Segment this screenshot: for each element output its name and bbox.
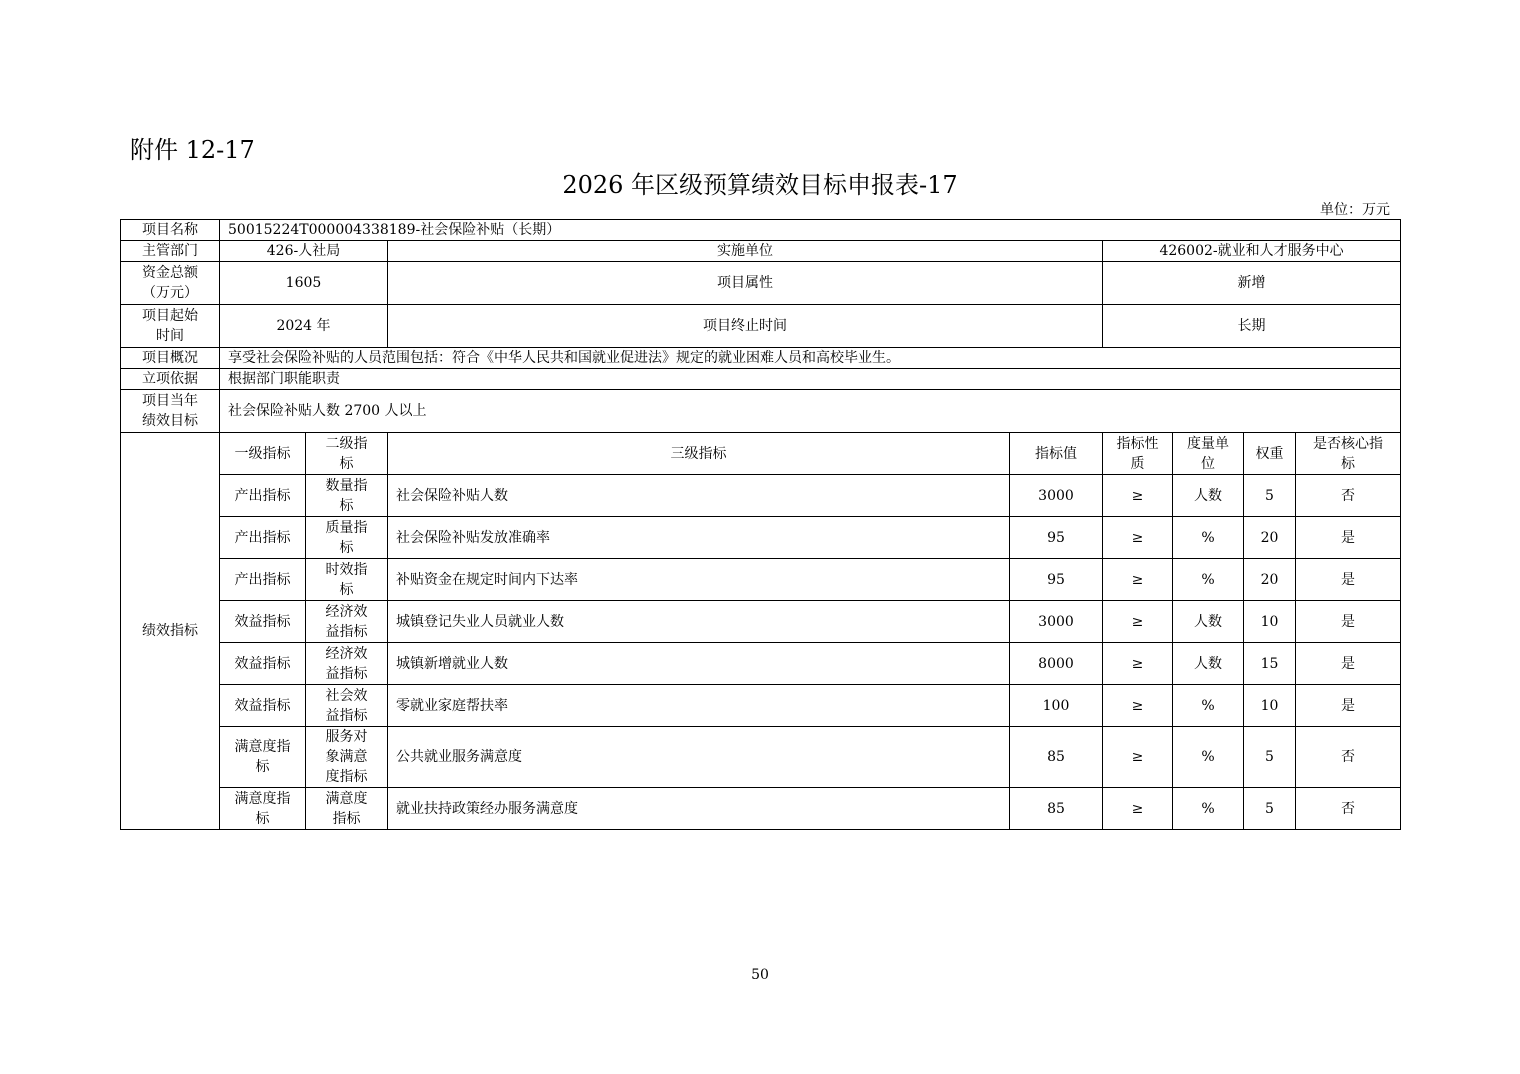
cell-weight: 10 [1244,601,1296,643]
header-l3: 三级指标 [388,433,1010,475]
cell-label: 项目概况 [121,348,220,369]
cell-nature: ≥ [1103,601,1173,643]
cell-l1: 效益指标 [220,643,306,685]
cell-core: 否 [1296,475,1401,517]
cell-weight: 20 [1244,559,1296,601]
page-number: 50 [751,967,769,983]
header-nature: 指标性 质 [1103,433,1173,475]
header-core: 是否核心指 标 [1296,433,1401,475]
row-time [121,305,1401,348]
cell-label: 项目当年 绩效目标 [121,390,220,433]
cell-label: 项目起始 时间 [121,305,220,348]
unit-label: 单位：万元 [1320,202,1390,218]
cell-label: 项目名称 [121,220,220,241]
cell-core: 是 [1296,643,1401,685]
cell-l3: 零就业家庭帮扶率 [388,685,1010,727]
cell-value: 8000 [1010,643,1103,685]
cell-nature: ≥ [1103,727,1173,788]
cell-label: 资金总额 （万元） [121,262,220,305]
table-row [121,517,1401,559]
cell-l2: 时效指 标 [306,559,388,601]
cell-overview: 享受社会保险补贴的人员范围包括：符合《中华人民共和国就业促进法》规定的就业困难人员和高校毕业生。 [220,348,1401,369]
cell-nature: ≥ [1103,475,1173,517]
cell-l3: 城镇新增就业人数 [388,643,1010,685]
cell-l3: 社会保险补贴发放准确率 [388,517,1010,559]
attachment-label: 附件 12-17 [130,136,255,164]
cell-core: 否 [1296,788,1401,830]
cell-weight: 5 [1244,727,1296,788]
cell-start: 2024 年 [220,305,388,348]
header-weight: 权重 [1244,433,1296,475]
table-row [121,559,1401,601]
table-row [121,475,1401,517]
table-row [121,727,1401,788]
cell-l2: 服务对 象满意 度指标 [306,727,388,788]
cell-fund: 1605 [220,262,388,305]
cell-l3: 就业扶持政策经办服务满意度 [388,788,1010,830]
cell-weight: 10 [1244,685,1296,727]
cell-weight: 20 [1244,517,1296,559]
cell-measure: 人数 [1173,475,1244,517]
cell-measure: % [1173,685,1244,727]
cell-value: 95 [1010,559,1103,601]
cell-measure: 人数 [1173,601,1244,643]
cell-attr: 新增 [1103,262,1401,305]
cell-l3: 补贴资金在规定时间内下达率 [388,559,1010,601]
cell-basis: 根据部门职能职责 [220,369,1401,390]
cell-label: 实施单位 [388,241,1103,262]
table-row [121,685,1401,727]
cell-measure: 人数 [1173,643,1244,685]
cell-nature: ≥ [1103,643,1173,685]
cell-l2: 经济效 益指标 [306,601,388,643]
cell-value: 3000 [1010,601,1103,643]
cell-nature: ≥ [1103,559,1173,601]
cell-l1: 产出指标 [220,475,306,517]
cell-label: 立项依据 [121,369,220,390]
cell-core: 否 [1296,727,1401,788]
cell-l3: 公共就业服务满意度 [388,727,1010,788]
cell-l1: 效益指标 [220,685,306,727]
row-fund [121,262,1401,305]
cell-core: 是 [1296,559,1401,601]
cell-nature: ≥ [1103,517,1173,559]
cell-l3: 城镇登记失业人员就业人数 [388,601,1010,643]
cell-end: 长期 [1103,305,1401,348]
cell-label: 项目终止时间 [388,305,1103,348]
cell-nature: ≥ [1103,685,1173,727]
cell-l3: 社会保险补贴人数 [388,475,1010,517]
cell-l1: 满意度指 标 [220,788,306,830]
cell-nature: ≥ [1103,788,1173,830]
cell-label: 项目属性 [388,262,1103,305]
table-row [121,643,1401,685]
cell-perf-label: 绩效指标 [121,433,220,830]
table-row [121,788,1401,830]
cell-weight: 5 [1244,788,1296,830]
cell-impl-unit: 426002-就业和人才服务中心 [1103,241,1401,262]
cell-l2: 社会效 益指标 [306,685,388,727]
cell-l2: 满意度 指标 [306,788,388,830]
cell-weight: 5 [1244,475,1296,517]
cell-core: 是 [1296,517,1401,559]
row-perf-header [121,433,1401,475]
cell-measure: % [1173,788,1244,830]
header-measure: 度量单 位 [1173,433,1244,475]
cell-label: 主管部门 [121,241,220,262]
cell-value: 3000 [1010,475,1103,517]
row-department [121,241,1401,262]
cell-goal: 社会保险补贴人数 2700 人以上 [220,390,1401,433]
cell-l2: 质量指 标 [306,517,388,559]
cell-measure: % [1173,517,1244,559]
cell-measure: % [1173,727,1244,788]
cell-l1: 产出指标 [220,559,306,601]
header-value: 指标值 [1010,433,1103,475]
cell-l2: 经济效 益指标 [306,643,388,685]
cell-core: 是 [1296,601,1401,643]
cell-l2: 数量指 标 [306,475,388,517]
cell-value: 100 [1010,685,1103,727]
header-l2: 二级指 标 [306,433,388,475]
row-project-name [121,220,1401,241]
cell-department: 426-人社局 [220,241,388,262]
page-title: 2026 年区级预算绩效目标申报表-17 [562,171,958,199]
cell-value: 85 [1010,788,1103,830]
budget-table [120,219,1401,830]
row-basis [121,369,1401,390]
cell-l1: 产出指标 [220,517,306,559]
cell-measure: % [1173,559,1244,601]
cell-value: 95 [1010,517,1103,559]
row-overview [121,348,1401,369]
cell-l1: 满意度指 标 [220,727,306,788]
header-l1: 一级指标 [220,433,306,475]
cell-weight: 15 [1244,643,1296,685]
cell-core: 是 [1296,685,1401,727]
table-row [121,601,1401,643]
row-goal [121,390,1401,433]
cell-value: 85 [1010,727,1103,788]
cell-project-name: 50015224T000004338189-社会保险补贴（长期） [220,220,1401,241]
cell-l1: 效益指标 [220,601,306,643]
